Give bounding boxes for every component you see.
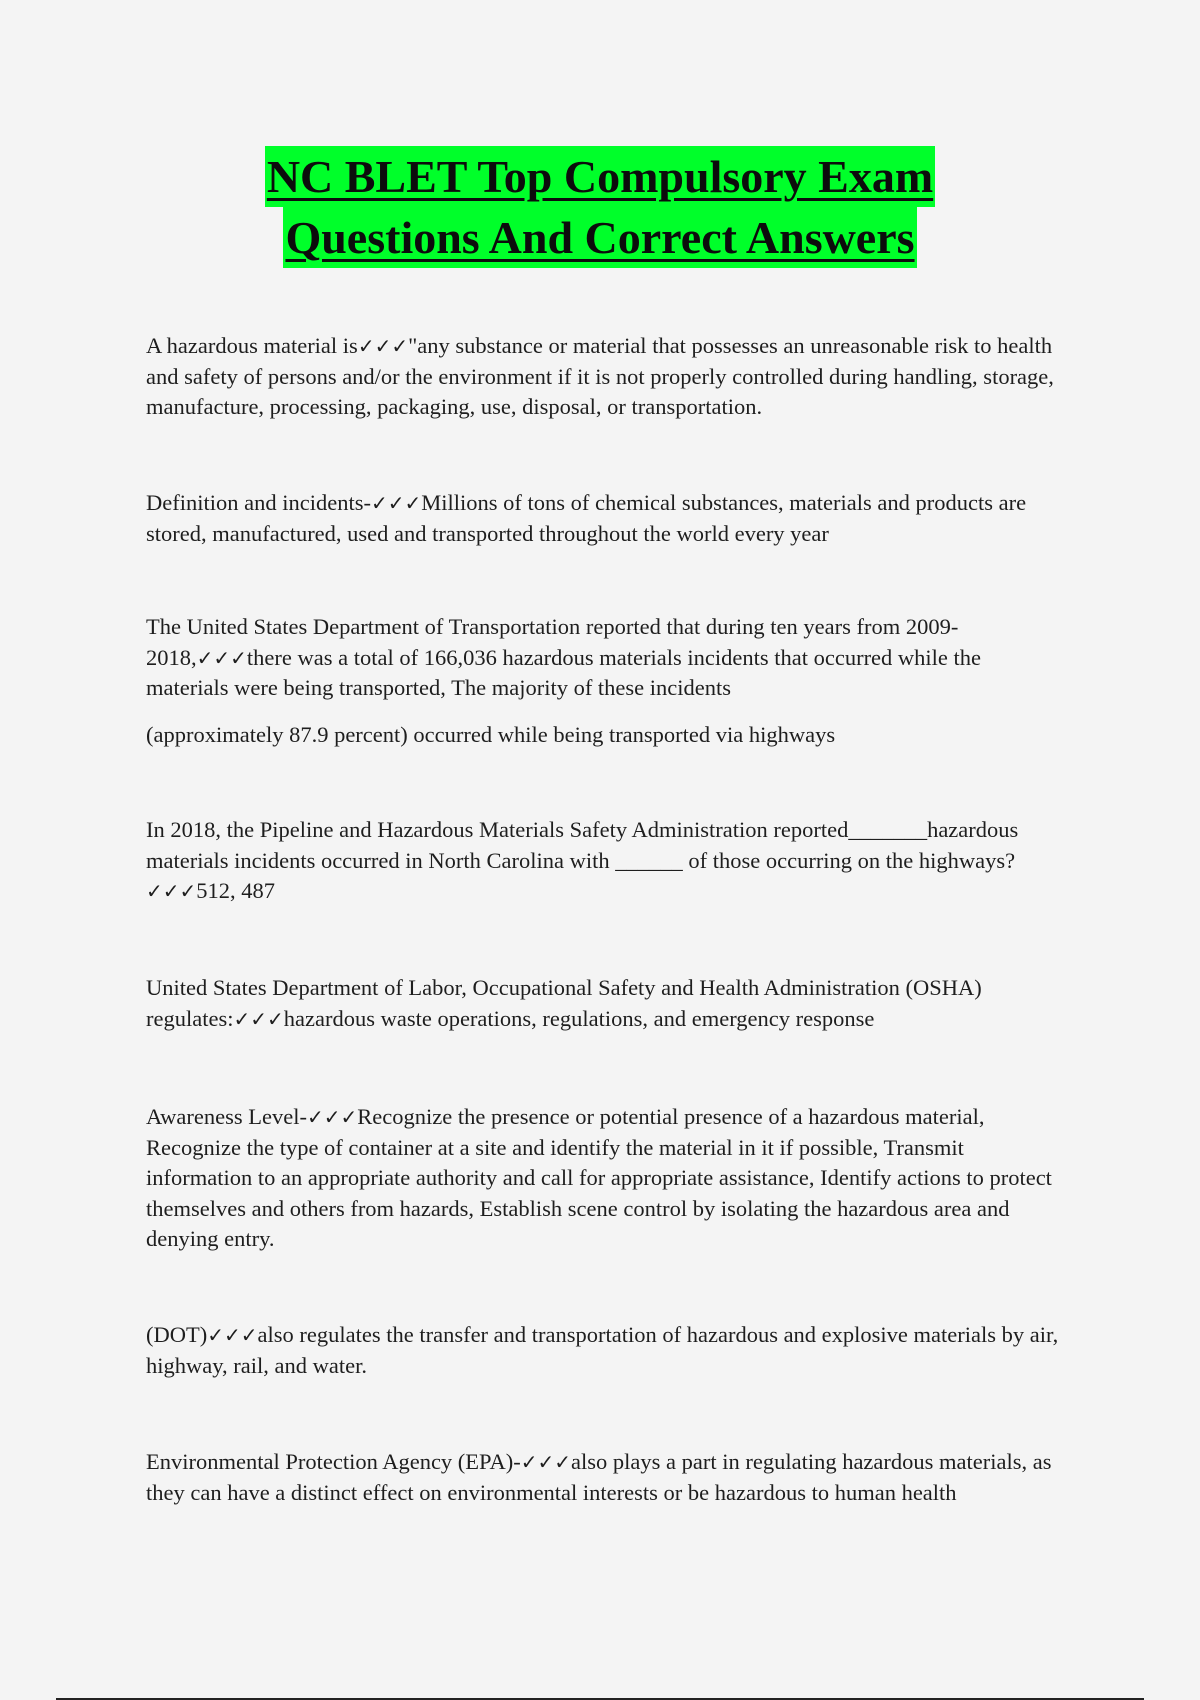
qa-answer-continuation: (approximately 87.9 percent) occurred while being transported via highways [146,721,836,747]
qa-item-8 [146,1447,1066,1508]
qa-item-2 [146,488,1066,549]
check-marks-icon: ✓✓✓ [306,1105,358,1129]
qa-question: United States Department of Labor, Occupational Safety and Health Administration (OSHA) regulates: [146,975,982,1031]
check-marks-icon: ✓✓✓ [196,645,247,670]
qa-question: Environmental Protection Agency (EPA)- [146,1449,521,1474]
qa-answer: Recognize the presence or potential presence of a hazardous material, Recognize the type of container at a site and identify the material in it if possible, Transmit information to an appropriate authority and call for appropriate assistance, Identify actions to protect themselves and others from hazards, Establish scene control by isolating the hazardous area and denying entry. [146,1104,1052,1251]
qa-answer: there was a total of 166,036 hazardous materials incidents that occurred while the materials were being transported, The majority of these incidents [146,644,982,700]
qa-item-1 [146,331,1066,423]
qa-item-6 [146,1102,1066,1255]
check-marks-icon: ✓✓✓ [357,334,409,358]
check-marks-icon: ✓✓✓ [207,1323,258,1347]
qa-question: The United States Department of Transportation reported that during ten years from 2009-2018, [146,614,959,670]
page-title [0,146,1200,268]
qa-question: In 2018, the Pipeline and Hazardous Materials Safety Administration reported_______hazardous materials incidents occurred in North Carolina with ______ of those occurring on the highways? [146,817,1019,873]
qa-item-3 [146,612,1066,750]
check-marks-icon: ✓✓✓ [370,491,422,515]
qa-answer: 512, 487 [196,878,276,903]
title-line-1: NC BLET Top Compulsory Exam [265,146,935,207]
qa-answer: Millions of tons of chemical substances, materials and products are stored, manufactured, used and transported throughout the world every year [146,490,1027,546]
qa-item-5 [146,973,1066,1034]
qa-question: Definition and incidents- [146,490,371,515]
qa-question: A hazardous material is [146,333,358,358]
qa-item-4 [146,815,1066,907]
qa-question: (DOT) [146,1322,208,1347]
qa-item-7 [146,1320,1066,1381]
qa-answer: also plays a part in regulating hazardous materials, as they can have a distinct effect on environmental interests or be hazardous to human health [146,1449,1052,1505]
check-marks-icon: ✓✓✓ [233,1006,284,1031]
title-line-2: Questions And Correct Answers [283,207,916,268]
qa-question: Awareness Level- [146,1104,307,1129]
check-marks-icon: ✓✓✓ [146,879,197,903]
qa-answer: also regulates the transfer and transportation of hazardous and explosive materials by air, highway, rail, and water. [146,1322,1059,1378]
qa-answer: "any substance or material that possesses an unreasonable risk to health and safety of persons and/or the environment if it is not properly controlled during handling, storage, manufacture, processing, packaging, use, disposal, or transportation. [146,333,1054,419]
check-marks-icon: ✓✓✓ [520,1450,572,1474]
qa-answer: hazardous waste operations, regulations, and emergency response [283,1005,875,1031]
